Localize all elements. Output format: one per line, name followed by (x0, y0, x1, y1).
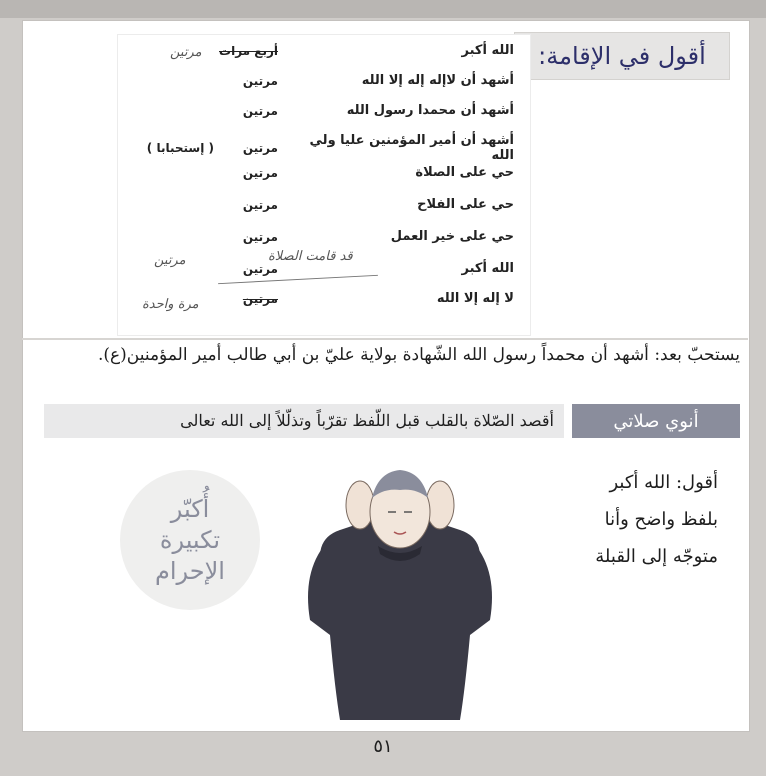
recommendation-text: يستحبّ بعد: أشهد أن محمداً رسول الله الشّهادة بولاية عليّ بن أبي طالب أمير المؤمنين(ع). (97, 345, 740, 365)
iqama-row (222, 291, 514, 306)
intent-badge (572, 404, 740, 438)
iqama-row (222, 103, 514, 118)
handwritten-insert-line (218, 275, 378, 284)
iqama-phrase: حي على الفلاح (417, 197, 514, 212)
circle-line: أُكبّر (170, 494, 210, 523)
iqama-card (118, 35, 530, 335)
boy-raising-hands-illustration (270, 450, 530, 730)
iqama-phrase: أشهد أن محمدا رسول الله (346, 103, 514, 118)
divider (22, 338, 748, 340)
iqama-count: مرتين (242, 229, 278, 244)
iqama-count: مرتين (242, 73, 278, 88)
iqama-count: مرتين (242, 141, 278, 155)
iqama-row (222, 73, 514, 88)
iqama-phrase: حي على الصلاة (415, 165, 514, 180)
iqama-row (147, 133, 514, 163)
page-number: ٥١ (373, 736, 393, 757)
handwritten-correction: مرة واحدة (142, 297, 199, 312)
iqama-count: أربع مرات (219, 43, 278, 58)
boy-right-hand (426, 481, 454, 529)
iqama-phrase: أشهد أن أمير المؤمنين عليا ولي الله (309, 133, 514, 163)
iqama-phrase: لا إله إلا الله (436, 291, 514, 306)
iqama-note: ( إستحبابا ) (146, 141, 214, 155)
iqama-count: مرتين (242, 261, 278, 276)
iqama-phrase: الله أكبر (461, 261, 514, 276)
iqama-title: أقول في الإقامة: (538, 42, 706, 70)
instruction-line: أقول: الله أكبر (609, 472, 718, 493)
iqama-row (208, 43, 514, 58)
circle-line: تكبيرة (159, 525, 221, 554)
iqama-count: مرتين (242, 103, 278, 118)
handwritten-correction: مرتين (154, 253, 186, 268)
top-band (0, 0, 766, 18)
handwritten-correction: مرتين (170, 45, 202, 60)
iqama-title-box (514, 32, 730, 80)
circle-line: الإحرام (155, 556, 225, 585)
iqama-phrase: الله أكبر (461, 43, 514, 58)
iqama-row (222, 261, 514, 276)
iqama-count: مرتين (242, 291, 278, 306)
iqama-row (222, 197, 514, 212)
instruction-line: بلفظ واضح وأنا (604, 509, 718, 530)
takbir-circle-label (120, 470, 260, 610)
iqama-phrase: أشهد أن لاإله إله إلا الله (361, 73, 514, 88)
instruction-line: متوجّه إلى القبلة (595, 546, 718, 567)
intent-label: أنوي صلاتي (613, 410, 699, 432)
intent-text: أقصد الصّلاة بالقلب قبل اللّفظ تقرّباً وتذلّلاً إلى الله تعالى (44, 404, 564, 438)
iqama-row (222, 165, 514, 180)
boy-left-hand (346, 481, 374, 529)
takbir-instruction (508, 464, 718, 575)
iqama-phrase: حي على خير العمل (390, 229, 514, 244)
handwritten-correction: قد قامت الصلاة (268, 249, 353, 264)
intent-row (36, 398, 740, 442)
iqama-count: مرتين (242, 197, 278, 212)
iqama-row (222, 229, 514, 244)
iqama-count: مرتين (242, 165, 278, 180)
